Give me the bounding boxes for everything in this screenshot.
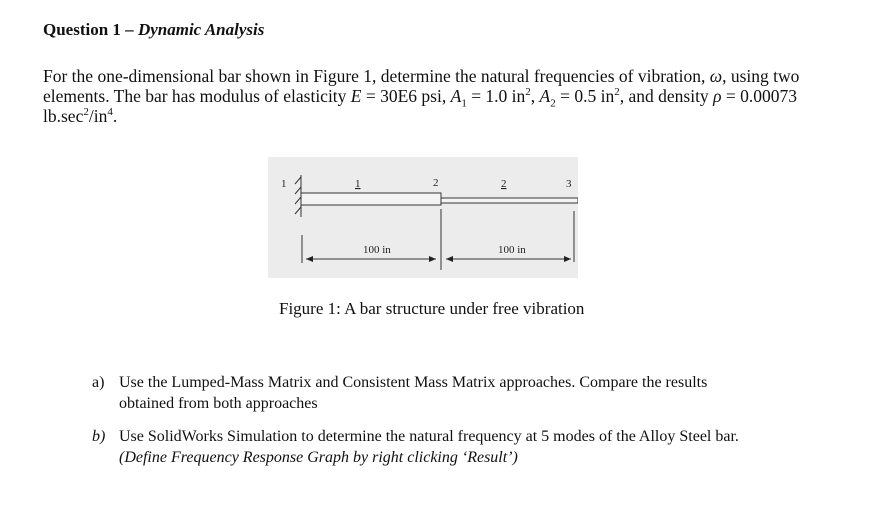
- sup: 2: [83, 106, 89, 119]
- item-text: obtained from both approaches: [119, 395, 318, 412]
- text: .: [112, 106, 118, 126]
- node-2-label: 2: [433, 177, 439, 189]
- text: For the one-dimensional bar shown in Figure 1, determine the natural frequencies of vibration,: [43, 66, 710, 86]
- node-1-label: 1: [281, 178, 287, 190]
- figure-caption: Figure 1: A bar structure under free vibration: [279, 299, 585, 318]
- sup: 2: [525, 86, 531, 99]
- question-title: [43, 20, 264, 40]
- bar-element-2: [441, 198, 578, 203]
- item-text: Use SolidWorks Simulation to determine the natural frequency at 5 modes of the Alloy Steel bar.: [119, 428, 739, 445]
- title-emphasis: Dynamic Analysis: [137, 20, 265, 39]
- sup: 2: [614, 86, 620, 99]
- sup: 4: [107, 106, 113, 119]
- item-label: a): [92, 374, 105, 391]
- item-text: (Define Frequency Response Graph by right clicking ‘Result’): [119, 449, 518, 466]
- sub: 1: [461, 97, 467, 110]
- text: = 0.5 in: [555, 86, 615, 106]
- text: = 30E6 psi,: [361, 86, 451, 106]
- E: E: [350, 86, 362, 106]
- node-3-label: 3: [566, 178, 572, 190]
- text: /in: [88, 106, 108, 126]
- title-prefix: Question 1 –: [43, 20, 138, 39]
- fixed-support-icon: [295, 175, 301, 217]
- text: = 0.00073 lb.sec: [43, 86, 797, 126]
- element-1-label: 1: [355, 178, 361, 190]
- dimension-1-label: 100 in: [363, 244, 391, 256]
- bar-element-1: [301, 193, 441, 205]
- text: = 1.0 in: [466, 86, 526, 106]
- dimension-lines: [302, 209, 574, 270]
- sub: 2: [550, 97, 556, 110]
- text: ,: [530, 86, 540, 106]
- rho: ρ: [713, 86, 722, 106]
- dimension-2-label: 100 in: [498, 244, 526, 256]
- item-text: Use the Lumped-Mass Matrix and Consistent Mass Matrix approaches. Compare the results: [119, 374, 708, 391]
- problem-statement: [43, 66, 843, 126]
- text: , and density: [619, 86, 714, 106]
- A2: A: [539, 86, 551, 106]
- omega: ω: [709, 66, 723, 86]
- element-2-label: 2: [501, 178, 507, 190]
- figure-bar-diagram: [268, 157, 578, 278]
- A1: A: [450, 86, 462, 106]
- item-label: b): [92, 428, 106, 445]
- text: , using two elements. The bar has modulus of elasticity: [43, 66, 800, 106]
